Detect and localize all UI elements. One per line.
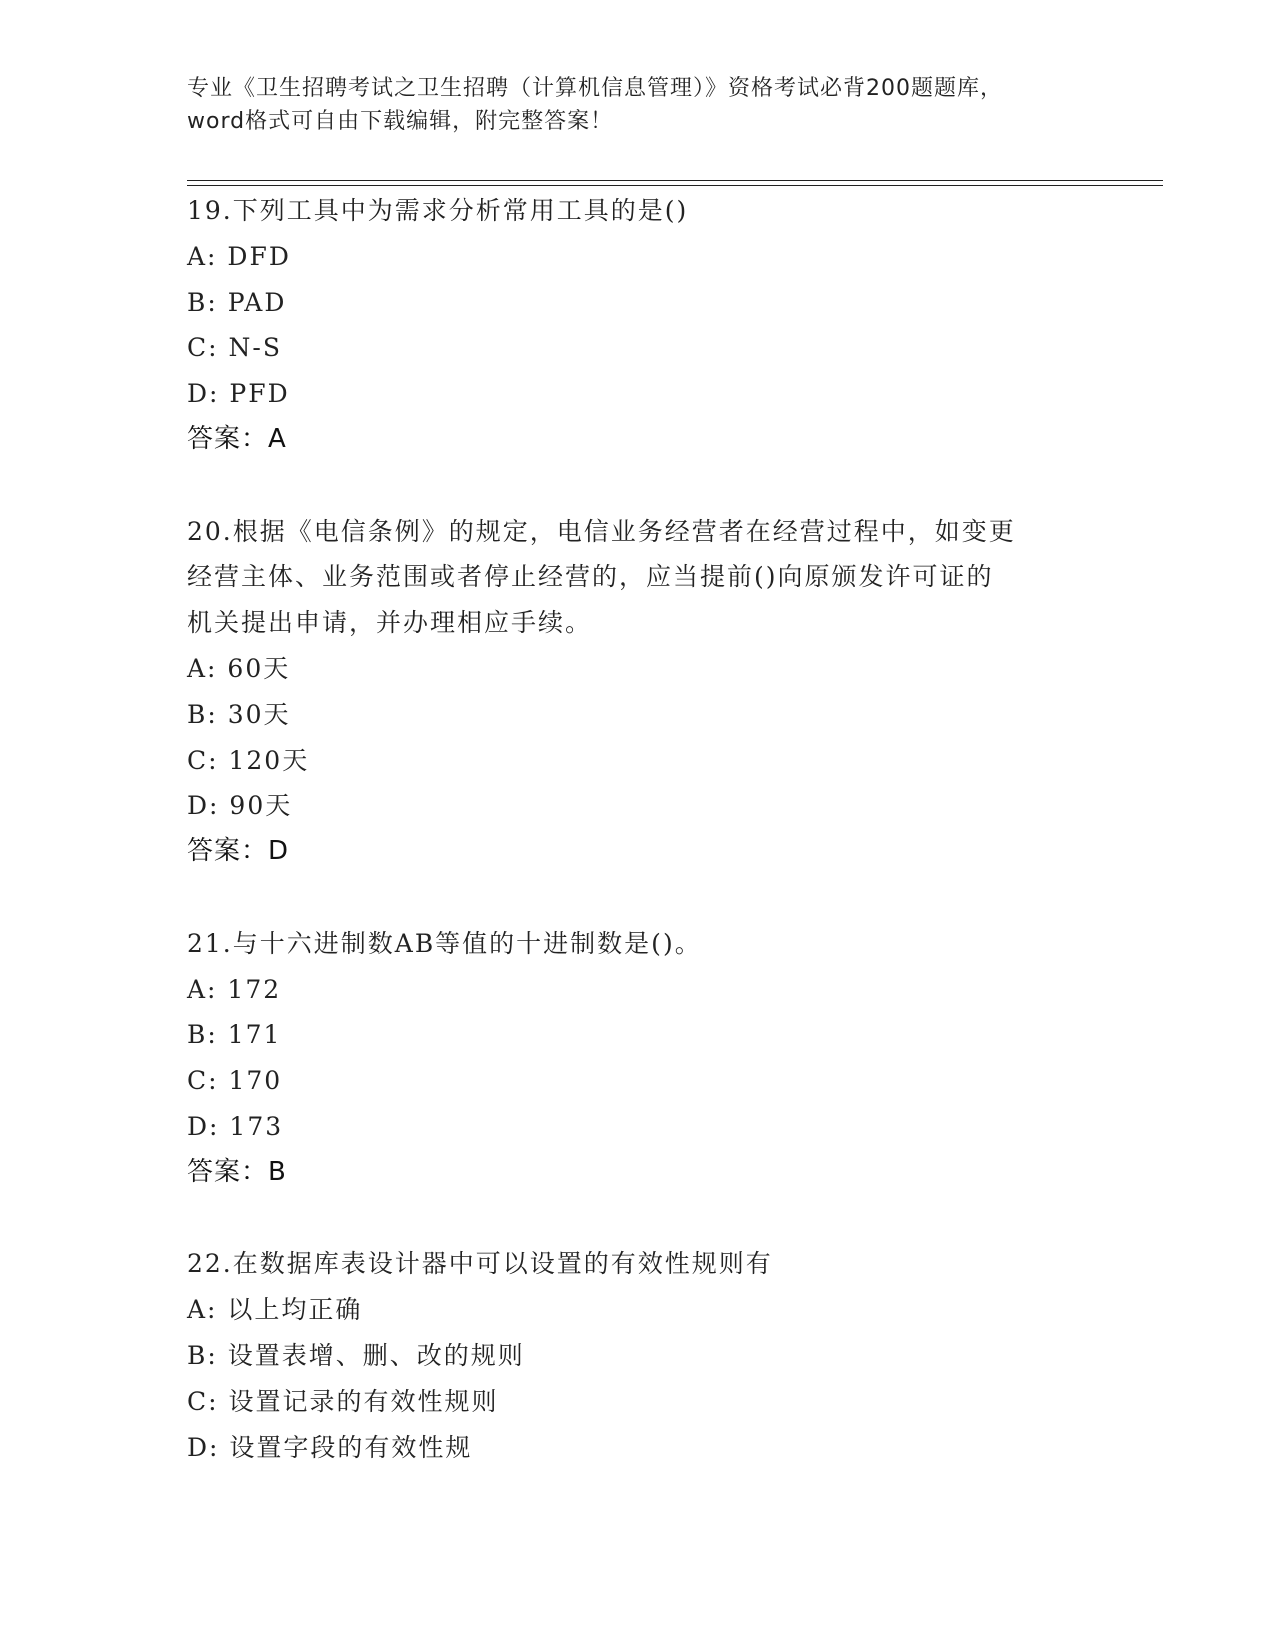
question-spacer (187, 1196, 1087, 1242)
question-19 (187, 188, 1087, 463)
question-spacer (187, 463, 1087, 509)
option-c: C: 170 (187, 1066, 283, 1096)
option-a: A: 172 (187, 974, 282, 1004)
option-b: B: 171 (187, 1020, 282, 1050)
option-c: C: 设置记录的有效性规则 (187, 1386, 499, 1416)
question-21 (187, 921, 1087, 1196)
question-spacer (187, 875, 1087, 921)
question-stem-line-1: 20.根据《电信条例》的规定，电信业务经营者在经营过程中，如变更 (187, 516, 1016, 546)
header-divider-top (187, 180, 1163, 181)
option-d: D: 设置字段的有效性规 (187, 1432, 473, 1462)
answer-line: 答案：A (187, 423, 287, 454)
option-c: C: 120天 (187, 745, 310, 775)
option-d: D: 90天 (187, 791, 293, 821)
option-d: D: 173 (187, 1111, 284, 1141)
question-stem: 21.与十六进制数AB等值的十进制数是()。 (187, 928, 702, 958)
document-header (187, 72, 1087, 138)
question-stem-line-3: 机关提出申请，并办理相应手续。 (187, 608, 593, 638)
header-divider-bottom (187, 185, 1163, 186)
header-line-2: word格式可自由下载编辑，附完整答案！ (187, 109, 614, 134)
option-b: B: PAD (187, 287, 287, 317)
question-list (187, 188, 1087, 1470)
answer-line: 答案：D (187, 836, 290, 867)
question-stem: 22.在数据库表设计器中可以设置的有效性规则有 (187, 1249, 773, 1279)
option-a: A: 以上均正确 (187, 1295, 363, 1325)
option-b: B: 30天 (187, 699, 291, 729)
question-20 (187, 509, 1087, 875)
question-22 (187, 1241, 1087, 1470)
option-a: A: 60天 (187, 653, 291, 683)
answer-line: 答案：B (187, 1156, 287, 1187)
option-b: B: 设置表增、删、改的规则 (187, 1340, 525, 1370)
question-stem-line-2: 经营主体、业务范围或者停止经营的，应当提前()向原颁发许可证的 (187, 562, 994, 592)
header-line-1: 专业《卫生招聘考试之卫生招聘（计算机信息管理）》资格考试必背200题题库， (187, 76, 1003, 101)
option-a: A: DFD (187, 241, 291, 271)
question-stem: 19.下列工具中为需求分析常用工具的是() (187, 196, 689, 225)
option-d: D: PFD (187, 379, 290, 409)
option-c: C: N-S (187, 333, 282, 363)
